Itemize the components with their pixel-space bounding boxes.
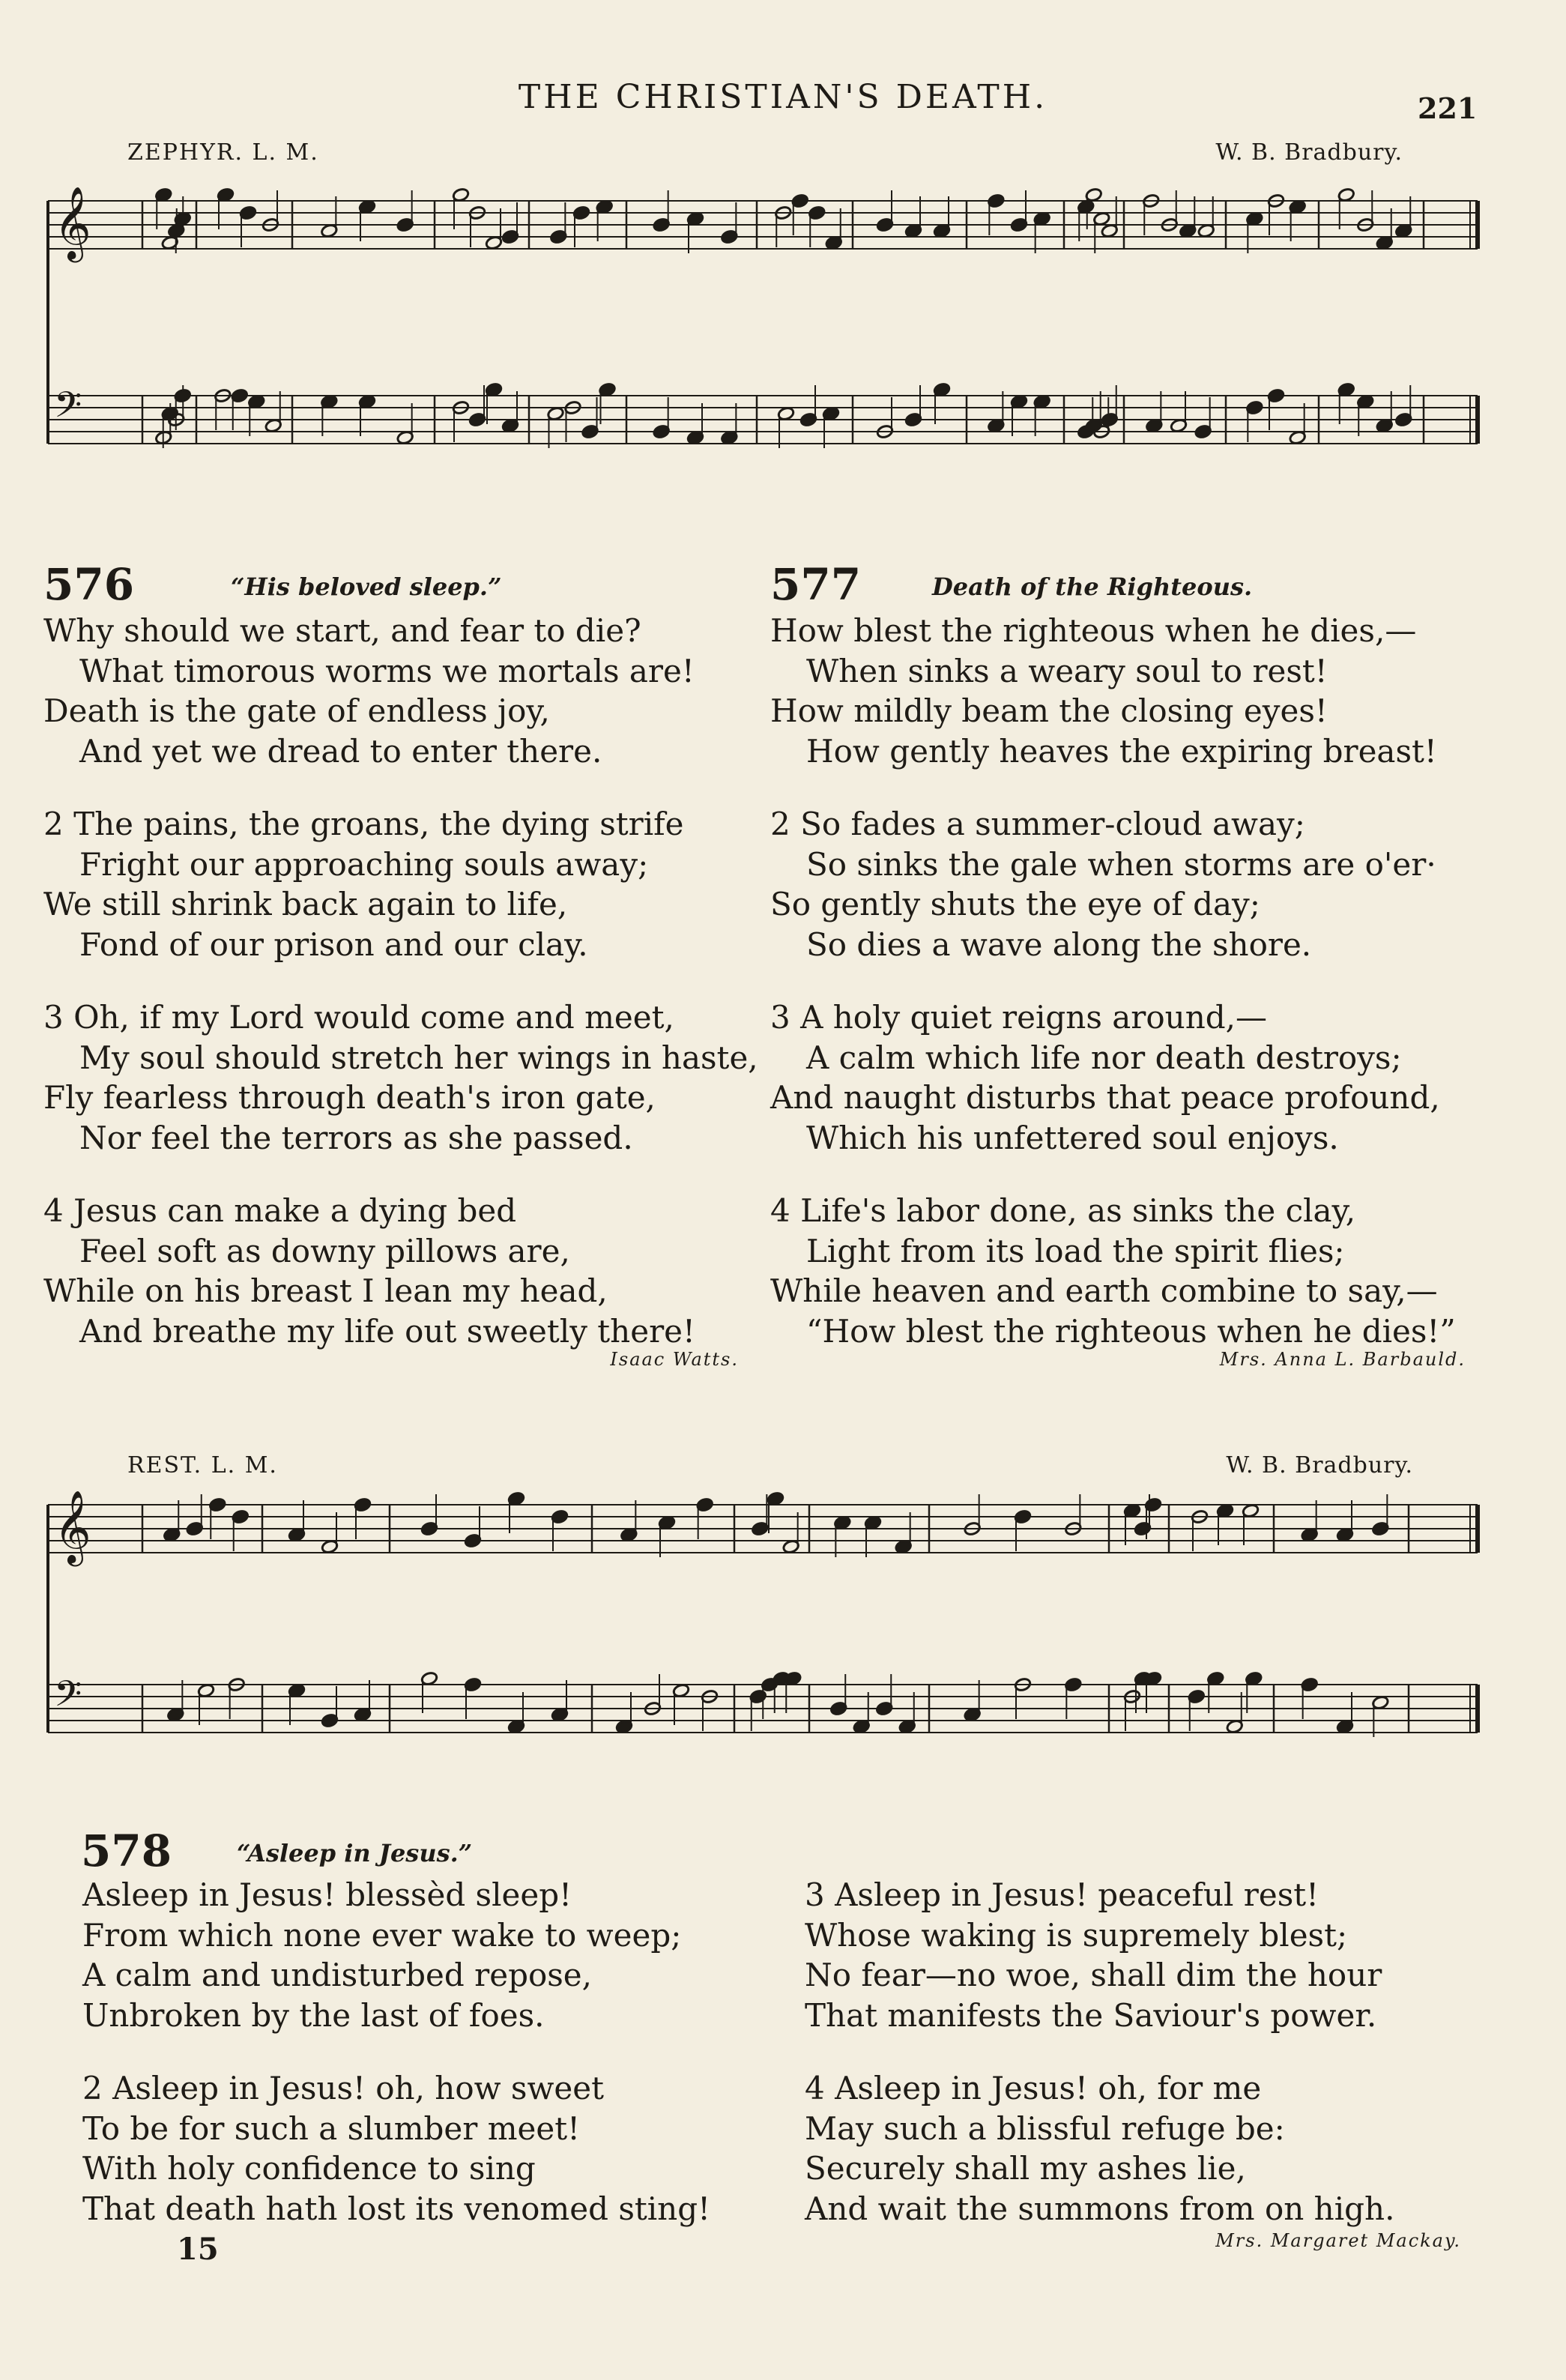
verse-line: Fond of our prison and our clay. [79,925,588,963]
running-title: THE CHRISTIAN'S DEATH. [518,78,1048,116]
verse-line: Asleep in Jesus! blessèd sleep! [82,1876,572,1913]
verse-line: That manifests the Saviour's power. [805,1996,1377,2034]
verse-line: No fear—no woe, shall dim the hour [805,1957,1382,1993]
hymn-577-author: Mrs. Anna L. Barbauld. [1219,1349,1466,1370]
verse-line: And wait the summons from on high. [805,2190,1395,2227]
stanza [43,997,758,1158]
page-number: 221 [1418,91,1478,125]
verse-line: And yet we dread to enter there. [79,732,602,770]
verse-line: Fly fearless through death's iron gate, [43,1079,656,1116]
hymn-576-text [43,611,758,1351]
verse-line: What timorous worms we mortals are! [79,652,695,689]
verse-line: While on his breast I lean my head, [43,1272,608,1309]
verse-line: How gently heaves the expiring breast! [806,732,1437,770]
stanza [43,1191,758,1351]
verse-line: Why should we start, and fear to die? [43,612,641,649]
verse-line: When sinks a weary soul to rest! [806,652,1328,689]
verse-line: 2 So fades a summer-cloud away; [770,806,1305,842]
verse-line: That death hath lost its venomed sting! [82,2190,710,2227]
verse-line: While heaven and earth combine to say,— [770,1272,1438,1309]
tune-composer-zephyr: W. B. Bradbury. [1215,139,1403,166]
stanza [43,611,758,771]
verse-line: Feel soft as downy pillows are, [79,1232,570,1269]
tune-composer-rest: W. B. Bradbury. [1226,1452,1413,1479]
verse-line: Which his unfettered soul enjoys. [806,1119,1339,1156]
verse-line: 3 Asleep in Jesus! peaceful rest! [805,1876,1319,1913]
stanza [82,2068,710,2229]
hymn-578-text-right [805,1875,1394,2229]
music-score-zephyr [0,171,1566,523]
hymn-number-578: 578 [81,1825,172,1876]
hymn-578-text-left [82,1875,710,2229]
stanza [43,804,758,964]
stanza [770,1191,1456,1351]
hymn-subtitle-576: “His beloved sleep.” [231,573,502,601]
verse-line: 2 Asleep in Jesus! oh, how sweet [82,2070,605,2106]
stanza [805,2068,1394,2229]
verse-line: “How blest the righteous when he dies!” [806,1312,1456,1350]
music-score-rest [0,1482,1566,1804]
verse-line: 3 A holy quiet reigns around,— [770,999,1267,1036]
verse-line: To be for such a slumber meet! [82,2109,580,2147]
verse-line: And naught disturbs that peace profound, [770,1079,1440,1116]
hymn-number-577: 577 [770,559,862,610]
verse-line: Whose waking is supremely blest; [805,1916,1348,1954]
verse-line: Unbroken by the last of foes. [82,1996,545,2034]
stanza [770,804,1456,964]
verse-line: And breathe my life out sweetly there! [79,1312,695,1350]
hymn-578-author: Mrs. Margaret Mackay. [1215,2230,1461,2251]
verse-line: Securely shall my ashes lie, [805,2150,1246,2187]
verse-line: 4 Asleep in Jesus! oh, for me [805,2070,1262,2106]
verse-line: 2 The pains, the groans, the dying strife [43,806,684,842]
verse-line: With holy confidence to sing [82,2150,536,2187]
stanza [805,1875,1394,2035]
hymn-number-576: 576 [43,559,135,610]
hymn-576-author: Isaac Watts. [610,1349,739,1370]
verse-line: 4 Jesus can make a dying bed [43,1192,517,1229]
signature-number: 15 [177,2232,219,2267]
bass-clef-icon: 𝄢 [54,1673,82,1724]
stanza [770,611,1456,771]
hymn-subtitle-578: “Asleep in Jesus.” [237,1839,473,1867]
treble-clef-icon: 𝄞 [54,186,91,259]
tune-name-rest: REST. L. M. [127,1452,278,1479]
tune-name-zephyr: ZEPHYR. L. M. [127,139,319,166]
verse-line: Death is the gate of endless joy, [43,692,550,729]
verse-line: So gently shuts the eye of day; [770,886,1260,922]
bass-clef-icon: 𝄢 [54,384,82,435]
verse-line: Fright our approaching souls away; [79,845,649,883]
verse-line: A calm which life nor death destroys; [806,1039,1402,1076]
verse-line: My soul should stretch her wings in haste, [79,1039,758,1076]
verse-line: Light from its load the spirit flies; [806,1232,1345,1269]
verse-line: May such a blissful refuge be: [805,2109,1285,2147]
verse-line: From which none ever wake to weep; [82,1916,682,1954]
stanza [82,1875,710,2035]
verse-line: So sinks the gale when storms are o'er· [806,845,1436,883]
hymn-subtitle-577: Death of the Righteous. [932,573,1253,601]
verse-line: Nor feel the terrors as she passed. [79,1119,633,1156]
stanza [770,997,1456,1158]
verse-line: 3 Oh, if my Lord would come and meet, [43,999,674,1036]
verse-line: How blest the righteous when he dies,— [770,612,1417,649]
verse-line: How mildly beam the closing eyes! [770,692,1328,729]
verse-line: So dies a wave along the shore. [806,925,1312,963]
verse-line: 4 Life's labor done, as sinks the clay, [770,1192,1356,1229]
hymn-577-text [770,611,1456,1351]
treble-clef-icon: 𝄞 [54,1490,91,1563]
verse-line: A calm and undisturbed repose, [82,1957,592,1993]
verse-line: We still shrink back again to life, [43,886,568,922]
